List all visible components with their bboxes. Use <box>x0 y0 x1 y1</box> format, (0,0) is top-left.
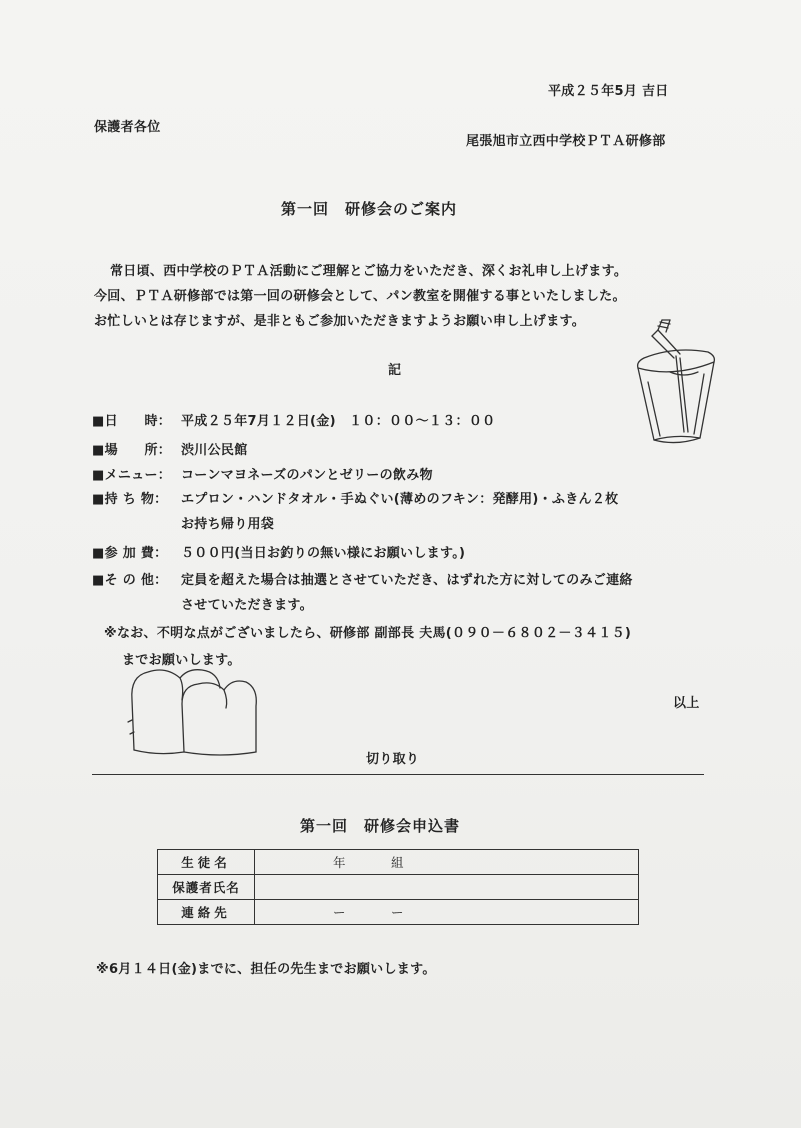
closing-mark: 以上 <box>673 696 700 711</box>
notice-title: 第一回 研修会のご案内 <box>281 200 458 218</box>
body-line-2: 今回、ＰＴＡ研修部では第一回の研修会として、パン教室を開催する事といたしました。 <box>94 289 626 304</box>
student-name-field[interactable]: 年 組 <box>255 850 639 875</box>
application-form-table <box>157 849 639 925</box>
detail-value-date: 平成２５年7月１２日(金) １０：００～１３：００ <box>181 414 496 429</box>
recipient: 保護者各位 <box>94 120 161 135</box>
form-title: 第一回 研修会申込書 <box>300 817 461 835</box>
detail-label-other: ■そ の 他： <box>92 573 168 588</box>
detail-value-menu: コーンマヨネーズのパンとゼリーの飲み物 <box>181 468 433 483</box>
detail-value-other: 定員を超えた場合は抽選とさせていただき、はずれた方に対してのみご連絡 <box>181 573 633 588</box>
detail-label-place: ■場 所： <box>92 443 172 458</box>
drink-cup-icon <box>624 312 724 452</box>
guardian-name-field[interactable] <box>255 875 639 900</box>
detail-value-place: 渋川公民館 <box>181 443 248 458</box>
detail-value-items: エプロン・ハンドタオル・手ぬぐい(薄めのフキン：発酵用)・ふきん２枚 <box>181 492 619 507</box>
contact-note-2: までお願いします。 <box>122 653 241 668</box>
detail-value-items-2: お持ち帰り用袋 <box>181 517 275 532</box>
table-row <box>158 850 639 875</box>
sender: 尾張旭市立西中学校ＰＴＡ研修部 <box>466 134 666 149</box>
issue-date: 平成２５年5月 吉日 <box>548 84 669 99</box>
body-line-1: 常日頃、西中学校のＰＴＡ活動にご理解とご協力をいただき、深くお礼申し上げます。 <box>110 264 628 279</box>
form-label-student: 生徒名 <box>158 850 255 875</box>
cut-label: 切り取り <box>366 752 420 767</box>
form-label-contact: 連絡先 <box>158 900 255 925</box>
detail-label-menu: ■メニュー： <box>92 468 172 483</box>
contact-note-1: ※なお、不明な点がございましたら、研修部 副部長 夫馬(０９０－６８０２－３４１５) <box>104 626 632 641</box>
cut-line <box>92 774 704 775</box>
detail-label-fee: ■参 加 費： <box>92 546 168 561</box>
detail-value-fee: ５００円(当日お釣りの無い様にお願いします。) <box>181 546 466 561</box>
bread-loaf-icon <box>122 660 262 760</box>
form-label-guardian: 保護者氏名 <box>158 875 255 900</box>
ki-mark: 記 <box>388 363 402 378</box>
table-row <box>158 875 639 900</box>
contact-field[interactable]: ー ー <box>255 900 639 925</box>
deadline-note: ※6月１４日(金)までに、担任の先生までお願いします。 <box>96 962 436 977</box>
table-row <box>158 900 639 925</box>
body-line-3: お忙しいとは存じますが、是非ともご参加いただきますようお願い申し上げます。 <box>94 314 586 329</box>
detail-label-items: ■持 ち 物： <box>92 492 168 507</box>
detail-label-date: ■日 時： <box>92 414 172 429</box>
detail-value-other-2: させていただきます。 <box>181 598 313 613</box>
